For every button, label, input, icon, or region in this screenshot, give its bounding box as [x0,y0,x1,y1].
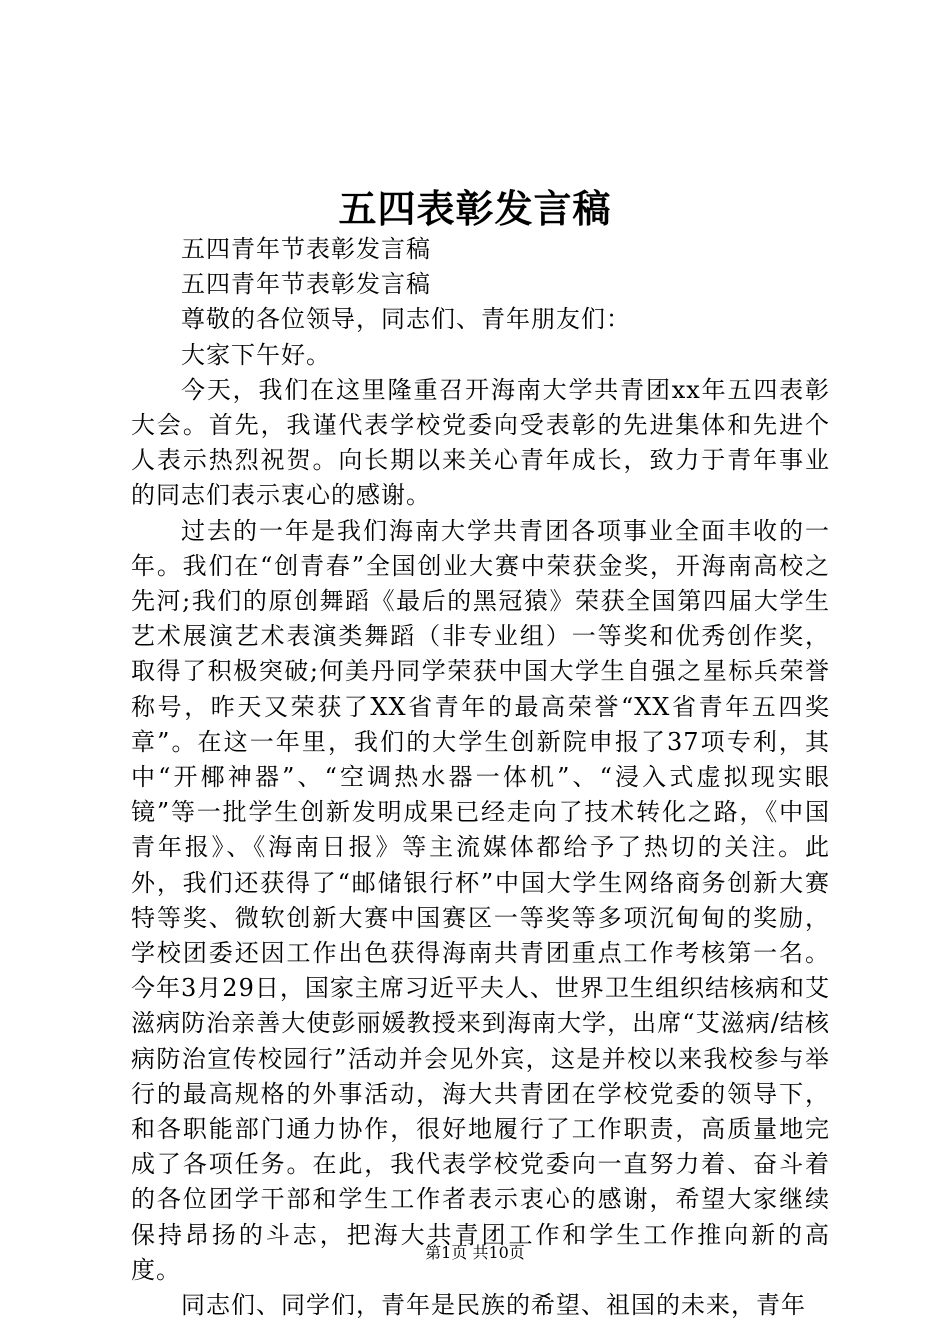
paragraph-closing-start: 同志们、同学们，青年是民族的希望、祖国的未来，青年 [181,1291,806,1320]
document-title: 五四表彰发言稿 [338,186,612,231]
paragraph-salutation: 尊敬的各位领导，同志们、青年朋友们： [181,305,631,334]
paragraph-subtitle-2: 五四青年节表彰发言稿 [181,270,431,299]
page-footer: 第1页 共10页 [425,1243,525,1262]
paragraph-achievements: 过去的一年是我们海南大学共青团各项事业全面丰收的一年。我们在“创青春”全国创业大赛中荣获金奖，开海南高校之先河;我们的原创舞蹈《最后的黑冠猿》荣获全国第四届大学生艺术展演艺术表演类舞蹈（非专业组）一等奖和优秀创作奖，取得了积极突破;何美丹同学荣获中国大学生自强之星标兵荣誉称号，昨天又荣获了XX省青年的最高荣誉“XX省青年五四奖章”。在这一年里，我们的大学生创新院申报了37项专利，其中“开椰神器”、“空调热水器一体机”、“浸入式虚拟现实眼镜”等一批学生创新发明成果已经走向了技术转化之路，《中国青年报》、《海南日报》等主流媒体都给予了热切的关注。此外，我们还获得了“邮储银行杯”中国大学生网络商务创新大赛特等奖、微软创新大赛中国赛区一等奖等多项沉甸甸的奖励，学校团委还因工作出色获得海南共青团重点工作考核第一名。今年3月29日，国家主席习近平夫人、世界卫生组织结核病和艾滋病防治亲善大使彭丽媛教授来到海南大学，出席“艾滋病/结核病防治宣传校园行”活动并会见外宾，这是并校以来我校参与举行的最高规格的外事活动，海大共青团在学校党委的领导下，和各职能部门通力协作，很好地履行了工作职责，高质量地完成了各项任务。在此，我代表学校党委向一直努力着、奋斗着的各位团学干部和学生工作者表示衷心的感谢，希望大家继续保持昂扬的斗志，把海大共青团工作和学生工作推向新的高度。 [131,516,830,1284]
paragraph-greeting: 大家下午好。 [181,340,331,369]
paragraph-opening: 今天，我们在这里隆重召开海南大学共青团xx年五四表彰大会。首先，我谨代表学校党委向受表彰的先进集体和先进个人表示热烈祝贺。向长期以来关心青年成长，致力于青年事业的同志们表示衷心的感谢。 [131,375,830,510]
paragraph-subtitle-1: 五四青年节表彰发言稿 [181,235,431,263]
document-body [131,232,830,1323]
